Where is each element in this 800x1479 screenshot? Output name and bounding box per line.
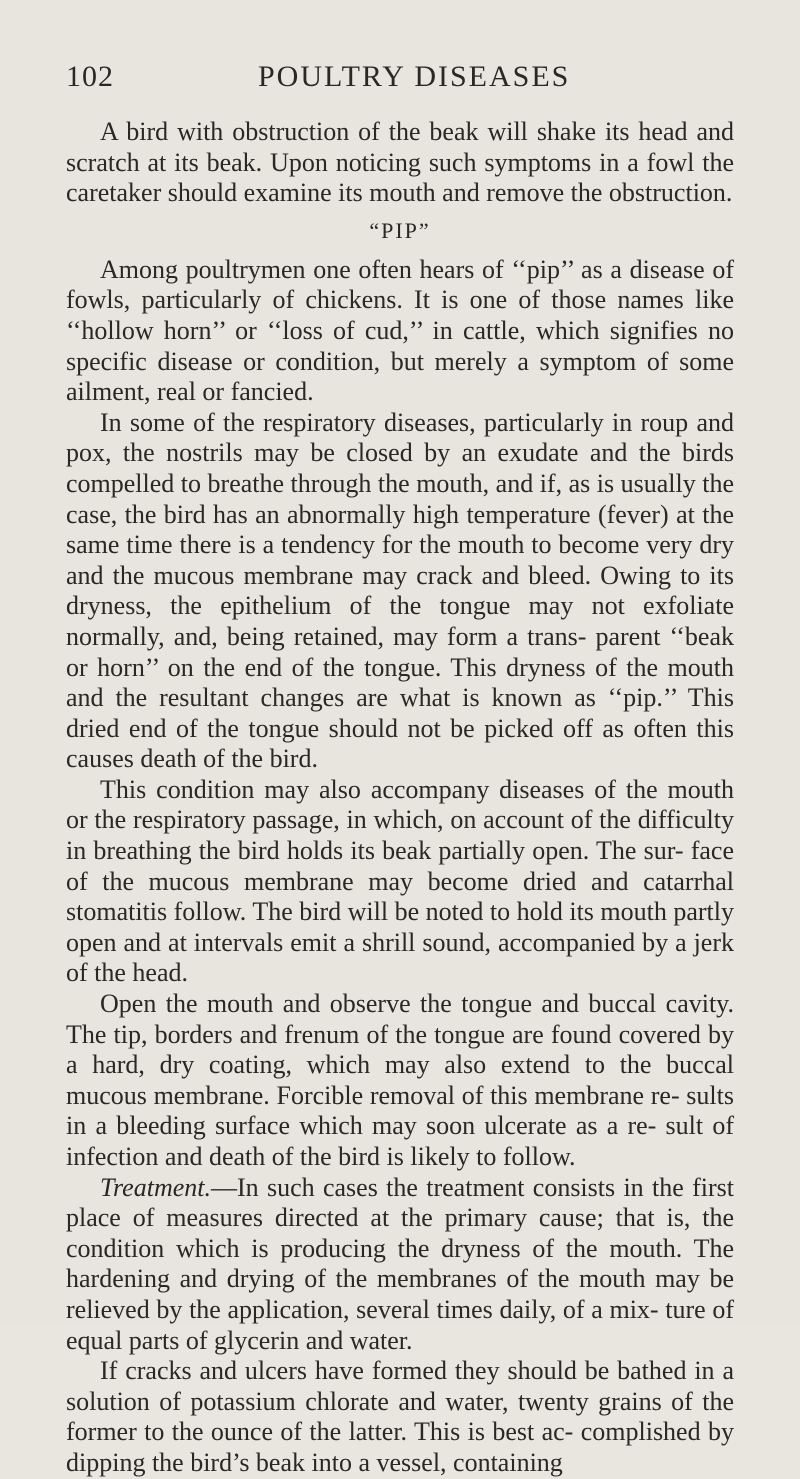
paragraph-treatment (66, 1173, 734, 1357)
paragraph-pip-intro: Among poultrymen one often hears of ‘‘pip’’ as a disease of fowls, particularly of chickens. It is one of those names like ‘‘hollow horn’’ or ‘‘loss of cud,’’ in cattle, which signifies no specific disease or condition, but merely a symptom of some ailment, real or fancied. (66, 254, 734, 407)
treatment-label: Treatment. (100, 1172, 211, 1202)
paragraph-obstruction: A bird with obstruction of the beak will shake its head and scratch at its beak. Upon noticing such symptoms in a fowl the caretaker should examine its mouth and remove the obstruction. (66, 117, 734, 208)
paragraph-cracks-ulcers: If cracks and ulcers have formed they should be bathed in a solution of potassium chlorate and water, twenty grains of the former to the ounce of the latter. This is best ac- complished by dipping the bird’s beak into a vessel, containing (66, 1356, 734, 1477)
section-heading-pip: “PIP” (369, 217, 431, 243)
paragraph-mouth-conditions: This condition may also accompany diseases of the mouth or the respiratory passage, in which, on account of the difficulty in breathing the bird holds its beak partially open. The sur- face of the mucous membrane may become dried and catarrhal stomatitis follow. The bird will be noted to hold its mouth partly open and at intervals emit a shrill sound, accompanied by a jerk of the head. (66, 774, 735, 988)
treatment-text: —In such cases the treatment consists in the first place of measures directed at the primary cause; that is, the condition which is producing the dryness of the mouth. The hardening and drying of the membranes of the mouth may be relieved by the application, several times daily, of a mix- ture of equal parts of glycerin and water. (66, 1172, 734, 1355)
running-title: POULTRY DISEASES (258, 60, 571, 93)
body-text (66, 117, 734, 1479)
page-number: 102 (66, 60, 114, 93)
paragraph-respiratory: In some of the respiratory diseases, particularly in roup and pox, the nostrils may be closed by an exudate and the birds compelled to breathe through the mouth, and if, as is usually the case, the bird has an abnormally high temperature (fever) at the same time there is a tendency for the mouth to become very dry and the mucous membrane may crack and bleed. Owing to its dryness, the epithelium of the tongue may not exfoliate normally, and, being retained, may form a trans- parent ‘‘beak or horn’’ on the end of the tongue. This dryness of the mouth and the resultant changes are what is known as ‘‘pip.’’ This dried end of the tongue should not be picked off as often this causes death of the bird. (66, 407, 734, 774)
page-header (66, 60, 734, 100)
paragraph-examination: Open the mouth and observe the tongue and buccal cavity. The tip, borders and frenum of the tongue are found covered by a hard, dry coating, which may also extend to the buccal mucous membrane. Forcible removal of this membrane re- sults in a bleeding surface which may soon ulcerate as a re- sult of infection and death of the bird is likely to follow. (66, 989, 734, 1171)
